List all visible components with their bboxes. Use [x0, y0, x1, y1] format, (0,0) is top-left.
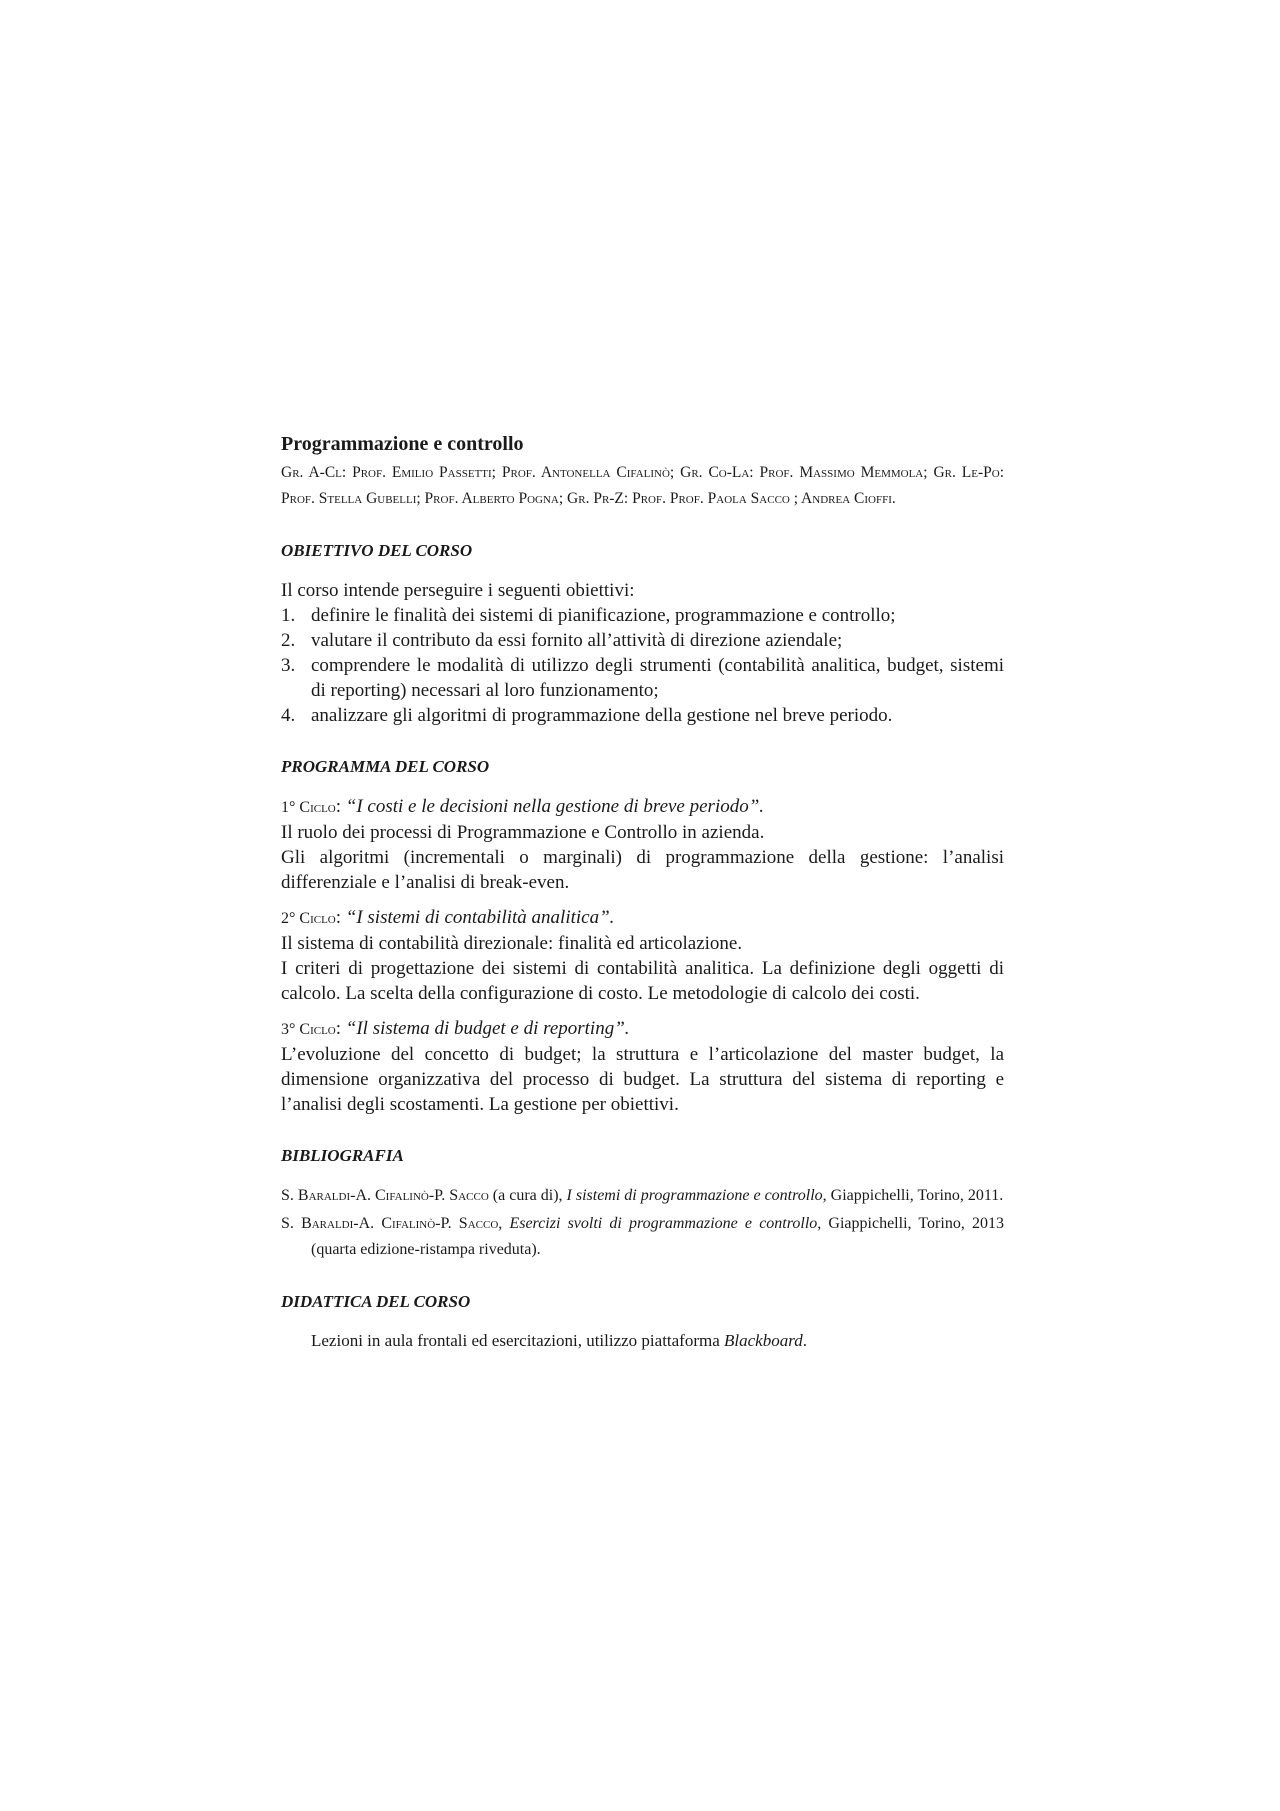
bib-authors: S. Baraldi-A. Cifalinò-P. Sacco [281, 1187, 489, 1204]
course-title: Programmazione e controllo [281, 433, 524, 455]
cycle-title: 2° Ciclo: “I sistemi di contabilità analitica”. [281, 907, 615, 928]
bib-pre: (a cura di), [488, 1187, 567, 1204]
objectives-list [281, 603, 1004, 728]
didactics-text [281, 1329, 1004, 1353]
cycle-line: Il ruolo dei processi di Programmazione e Controllo in azienda. [281, 822, 765, 843]
objective-item [281, 628, 1004, 653]
objective-number: 2. [281, 630, 296, 651]
cycle-line: I criteri di progettazione dei sistemi di contabilità analitica. La definizione degli oggetti di calcolo. La scelta della configurazione di costo. Le metodologie di calcolo dei costi. [281, 958, 1004, 1004]
bib-title: I sistemi di programmazione e controllo, [566, 1187, 827, 1204]
objectives-intro: Il corso intende perseguire i seguenti obiettivi: [281, 580, 635, 601]
objectives-heading: OBIETTIVO DEL CORSO [281, 541, 473, 560]
cycle-label: 1° Ciclo [281, 799, 336, 816]
objective-text: comprendere le modalità di utilizzo degli strumenti (contabilità analitica, budget, sistemi di reporting) necessari al loro funzionamento; [311, 655, 1004, 701]
bibliography-heading: BIBLIOGRAFIA [281, 1146, 404, 1165]
program-cycle-3 [281, 1016, 1004, 1117]
document-page [281, 432, 1004, 1353]
objective-text: valutare il contributo da essi fornito all’attività di direzione aziendale; [311, 630, 843, 651]
bib-authors: S. Baraldi-A. Cifalinò-P. Sacco [281, 1215, 499, 1232]
bib-post: Giappichelli, Torino, 2011. [826, 1187, 1004, 1204]
cycle-label: 3° Ciclo [281, 1021, 336, 1038]
bibliography-entry [281, 1183, 1004, 1209]
cycle-name: “I costi e le decisioni nella gestione di breve periodo”. [345, 796, 765, 817]
program-heading: PROGRAMMA DEL CORSO [281, 757, 490, 776]
objective-number: 3. [281, 655, 296, 676]
objective-text: definire le finalità dei sistemi di pianificazione, programmazione e controllo; [311, 605, 896, 626]
teachers-list: Gr. A-Cl: Prof. Emilio Passetti; Prof. Antonella Cifalinò; Gr. Co-La: Prof. Massimo Memmola; Gr. Le-Po: Prof. Stella Gubelli; Prof. Alberto Pogna; Gr. Pr-Z: Prof. Prof. Paola Sacco ; Andrea Cioffi. [281, 464, 1004, 507]
didactics-heading: DIDATTICA DEL CORSO [281, 1292, 471, 1311]
cycle-name: “Il sistema di budget e di reporting”. [345, 1018, 630, 1039]
cycle-label: 2° Ciclo [281, 910, 336, 927]
program-cycle-1 [281, 794, 1004, 895]
didactics-platform: Blackboard [724, 1331, 803, 1350]
cycle-line: L’evoluzione del concetto di budget; la struttura e l’articolazione del master budget, la dimensione organizzativa del processo di budget. La struttura del sistema di reporting e l’analisi degli scostamenti. La gestione per obiettivi. [281, 1044, 1004, 1115]
didactics-end: . [802, 1331, 807, 1350]
objective-item [281, 703, 1004, 728]
objective-number: 1. [281, 605, 296, 626]
objective-number: 4. [281, 705, 296, 726]
objective-text: analizzare gli algoritmi di programmazione della gestione nel breve periodo. [311, 705, 893, 726]
cycle-line: Il sistema di contabilità direzionale: finalità ed articolazione. [281, 933, 743, 954]
bib-pre: , [498, 1215, 510, 1232]
objective-item [281, 653, 1004, 703]
cycle-title: 3° Ciclo: “Il sistema di budget e di reporting”. [281, 1018, 630, 1039]
bibliography-entry [281, 1211, 1004, 1263]
bib-title: Esercizi svolti di programmazione e controllo, [509, 1215, 822, 1232]
objective-item [281, 603, 1004, 628]
program-cycle-2 [281, 905, 1004, 1006]
cycle-line: Gli algoritmi (incrementali o marginali) di programmazione della gestione: l’analisi differenziale e l’analisi di break-even. [281, 847, 1004, 893]
didactics-body: Lezioni in aula frontali ed esercitazioni, utilizzo piattaforma [311, 1331, 725, 1350]
cycle-name: “I sistemi di contabilità analitica”. [345, 907, 615, 928]
cycle-title: 1° Ciclo: “I costi e le decisioni nella gestione di breve periodo”. [281, 796, 765, 817]
bib-post: Giappichelli, Torino, 2013 (quarta edizione-ristampa riveduta). [311, 1215, 1004, 1258]
